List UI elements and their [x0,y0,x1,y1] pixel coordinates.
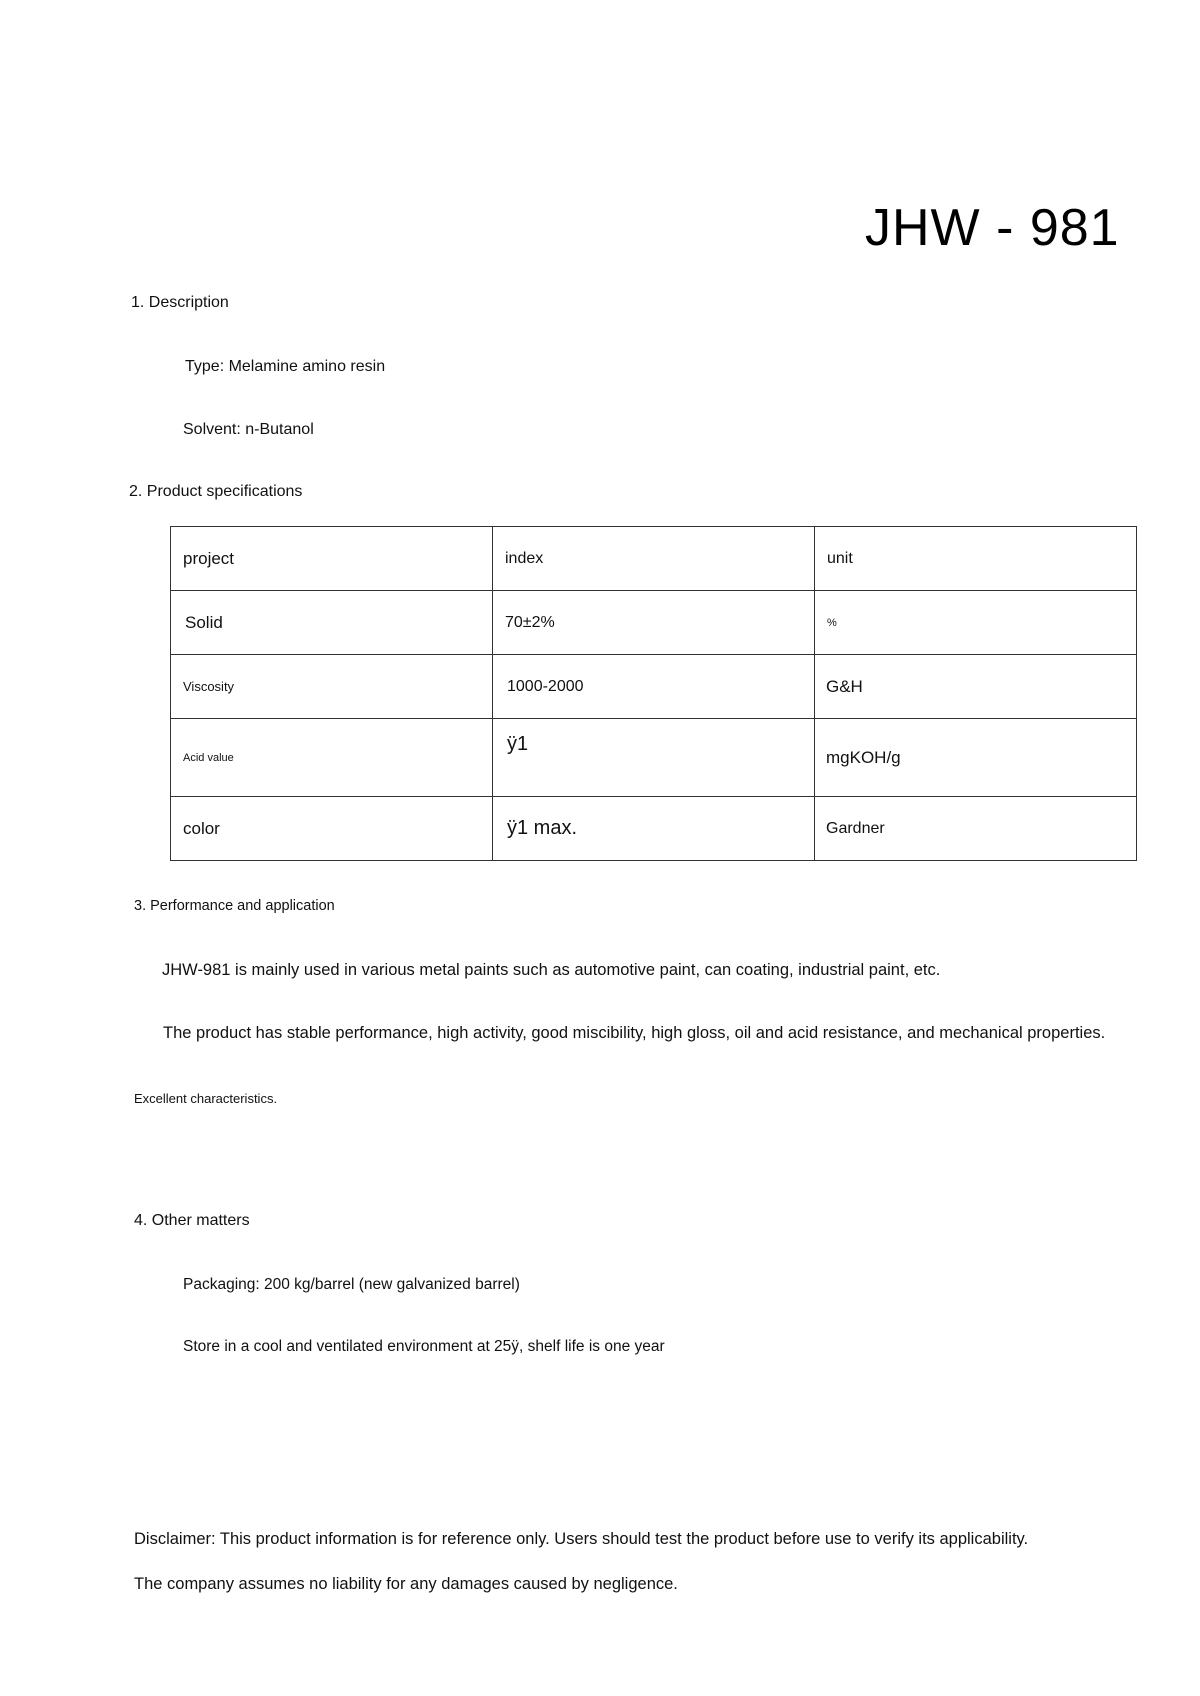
table-row [171,591,1137,655]
header-project: project [171,527,493,591]
document-title: JHW - 981 [865,199,1120,257]
storage-line: Store in a cool and ventilated environment at 25ÿ, shelf life is one year [183,1338,665,1355]
performance-paragraph-1: JHW-981 is mainly used in various metal paints such as automotive paint, can coating, industrial paint, etc. [162,961,941,979]
table-row [171,719,1137,797]
section-performance-heading: 3. Performance and application [134,898,335,914]
cell-index: 1000-2000 [493,655,815,719]
section-specifications-heading: 2. Product specifications [129,483,303,500]
section-description-heading: 1. Description [131,294,229,311]
cell-index: ÿ1 max. [493,797,815,861]
specifications-table [170,526,1137,861]
cell-project: Solid [171,591,493,655]
table-header-row [171,527,1137,591]
performance-paragraph-3: Excellent characteristics. [134,1091,278,1106]
cell-project: color [171,797,493,861]
performance-paragraph-2: The product has stable performance, high activity, good miscibility, high gloss, oil and acid resistance, and mechanical properties. [163,1024,1106,1042]
cell-unit: G&H [815,655,1137,719]
packaging-line: Packaging: 200 kg/barrel (new galvanized barrel) [183,1276,520,1293]
cell-project: Acid value [171,719,493,797]
header-unit: unit [815,527,1137,591]
disclaimer-line-2: The company assumes no liability for any damages caused by negligence. [134,1575,678,1593]
table-row [171,797,1137,861]
cell-unit: Gardner [815,797,1137,861]
cell-project: Viscosity [171,655,493,719]
type-line: Type: Melamine amino resin [185,358,386,375]
section-other-matters-heading: 4. Other matters [134,1212,250,1229]
solvent-line: Solvent: n-Butanol [183,421,314,438]
table-row [171,655,1137,719]
disclaimer-line-1: Disclaimer: This product information is for reference only. Users should test the product before use to verify its applicability. [134,1530,1029,1548]
cell-index: ÿ1 [493,719,815,797]
cell-unit: % [815,591,1137,655]
cell-unit: mgKOH/g [815,719,1137,797]
cell-index: 70±2% [493,591,815,655]
header-index: index [493,527,815,591]
